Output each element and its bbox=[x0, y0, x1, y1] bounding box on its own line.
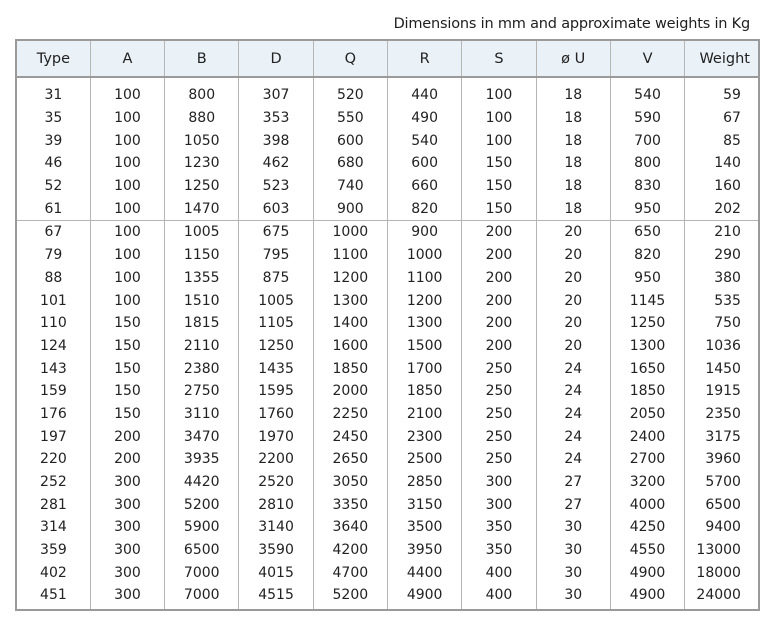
cell-r: 2850 bbox=[387, 471, 461, 494]
cell-s: 150 bbox=[462, 197, 536, 220]
table-body bbox=[16, 77, 759, 610]
cell-r: 3500 bbox=[387, 516, 461, 539]
cell-s: 250 bbox=[462, 448, 536, 471]
cell-a: 300 bbox=[90, 584, 164, 610]
cell-s: 250 bbox=[462, 403, 536, 426]
cell-d: 523 bbox=[239, 175, 313, 198]
cell-type: 176 bbox=[40, 405, 67, 422]
cell-weight: 210 bbox=[685, 221, 759, 244]
cell-b: 3935 bbox=[165, 448, 239, 471]
cell-d: 4515 bbox=[239, 584, 313, 610]
cell-s: 150 bbox=[462, 152, 536, 175]
cell-v: 4250 bbox=[610, 516, 684, 539]
cell-type: 359 bbox=[40, 542, 67, 559]
cell-d: 1250 bbox=[239, 335, 313, 358]
cell-d: 4015 bbox=[239, 561, 313, 584]
cell-type: 61 bbox=[44, 200, 63, 217]
cell-a: 150 bbox=[90, 335, 164, 358]
cell-r: 820 bbox=[387, 197, 461, 220]
cell-a: 100 bbox=[90, 221, 164, 244]
cell-weight: 85 bbox=[685, 129, 759, 152]
cell-u: 18 bbox=[536, 152, 610, 175]
cell-b: 1050 bbox=[165, 129, 239, 152]
cell-weight: 290 bbox=[685, 244, 759, 267]
cell-type: 159 bbox=[40, 383, 67, 400]
cell-q: 3050 bbox=[313, 471, 387, 494]
cell-type: 252 bbox=[40, 474, 67, 491]
header-d: D bbox=[239, 40, 313, 77]
cell-d: 1970 bbox=[239, 425, 313, 448]
cell-d: 307 bbox=[239, 84, 313, 107]
cell-v: 3200 bbox=[610, 471, 684, 494]
cell-type: 39 bbox=[44, 132, 63, 149]
cell-d: 462 bbox=[239, 152, 313, 175]
cell-r: 1850 bbox=[387, 380, 461, 403]
cell-type: 110 bbox=[40, 315, 67, 332]
cell-a: 150 bbox=[90, 357, 164, 380]
cell-q: 1400 bbox=[313, 312, 387, 335]
spacer-cell bbox=[165, 77, 239, 84]
cell-a: 100 bbox=[90, 289, 164, 312]
table-row bbox=[16, 584, 759, 610]
cell-a: 100 bbox=[90, 84, 164, 107]
cell-d: 3140 bbox=[239, 516, 313, 539]
cell-q: 600 bbox=[313, 129, 387, 152]
cell-type: 314 bbox=[40, 519, 67, 536]
cell-a: 100 bbox=[90, 152, 164, 175]
header-s: S bbox=[462, 40, 536, 77]
header-u: ø U bbox=[536, 40, 610, 77]
cell-u: 18 bbox=[536, 197, 610, 220]
cell-a: 100 bbox=[90, 267, 164, 290]
cell-d: 875 bbox=[239, 267, 313, 290]
spacer-cell bbox=[16, 77, 90, 84]
cell-v: 4900 bbox=[610, 584, 684, 610]
cell-type: 143 bbox=[40, 360, 67, 377]
cell-u: 27 bbox=[536, 471, 610, 494]
cell-r: 4900 bbox=[387, 584, 461, 610]
cell-a: 300 bbox=[90, 561, 164, 584]
cell-weight: 18000 bbox=[685, 561, 759, 584]
cell-weight: 380 bbox=[685, 267, 759, 290]
cell-b: 1230 bbox=[165, 152, 239, 175]
cell-b: 1150 bbox=[165, 244, 239, 267]
cell-d: 1005 bbox=[239, 289, 313, 312]
cell-s: 200 bbox=[462, 267, 536, 290]
cell-weight: 3960 bbox=[685, 448, 759, 471]
table-row bbox=[16, 425, 759, 448]
cell-b: 4420 bbox=[165, 471, 239, 494]
cell-q: 1000 bbox=[313, 221, 387, 244]
cell-r: 440 bbox=[387, 84, 461, 107]
cell-a: 150 bbox=[90, 403, 164, 426]
cell-s: 350 bbox=[462, 516, 536, 539]
cell-q: 1200 bbox=[313, 267, 387, 290]
cell-type: 220 bbox=[40, 451, 67, 468]
cell-d: 2520 bbox=[239, 471, 313, 494]
cell-a: 300 bbox=[90, 539, 164, 562]
cell-s: 100 bbox=[462, 107, 536, 130]
cell-d: 353 bbox=[239, 107, 313, 130]
cell-v: 800 bbox=[610, 152, 684, 175]
cell-q: 1600 bbox=[313, 335, 387, 358]
cell-type: 31 bbox=[44, 87, 63, 104]
cell-q: 3640 bbox=[313, 516, 387, 539]
table-row bbox=[16, 267, 759, 290]
cell-b: 2380 bbox=[165, 357, 239, 380]
cell-v: 830 bbox=[610, 175, 684, 198]
cell-a: 100 bbox=[90, 107, 164, 130]
table-row bbox=[16, 493, 759, 516]
cell-s: 400 bbox=[462, 561, 536, 584]
cell-b: 1815 bbox=[165, 312, 239, 335]
spacer-cell bbox=[313, 77, 387, 84]
cell-s: 400 bbox=[462, 584, 536, 610]
cell-u: 30 bbox=[536, 539, 610, 562]
cell-s: 250 bbox=[462, 380, 536, 403]
spacer-cell bbox=[387, 77, 461, 84]
header-q: Q bbox=[313, 40, 387, 77]
cell-q: 3350 bbox=[313, 493, 387, 516]
cell-r: 600 bbox=[387, 152, 461, 175]
cell-r: 2300 bbox=[387, 425, 461, 448]
spacer-cell bbox=[610, 77, 684, 84]
cell-weight: 160 bbox=[685, 175, 759, 198]
header-b: B bbox=[165, 40, 239, 77]
cell-q: 740 bbox=[313, 175, 387, 198]
cell-type: 67 bbox=[16, 221, 90, 244]
table-row bbox=[16, 84, 759, 107]
header-v: V bbox=[610, 40, 684, 77]
cell-v: 820 bbox=[610, 244, 684, 267]
cell-b: 800 bbox=[165, 84, 239, 107]
cell-v: 950 bbox=[610, 197, 684, 220]
cell-v: 650 bbox=[610, 221, 684, 244]
cell-r: 660 bbox=[387, 175, 461, 198]
cell-r: 3150 bbox=[387, 493, 461, 516]
table-row bbox=[16, 221, 759, 244]
cell-q: 5200 bbox=[313, 584, 387, 610]
cell-v: 1850 bbox=[610, 380, 684, 403]
cell-q: 2650 bbox=[313, 448, 387, 471]
cell-b: 1005 bbox=[165, 221, 239, 244]
cell-type: 35 bbox=[44, 110, 63, 127]
cell-a: 300 bbox=[90, 471, 164, 494]
cell-b: 5900 bbox=[165, 516, 239, 539]
cell-v: 1145 bbox=[610, 289, 684, 312]
cell-type: 52 bbox=[44, 178, 63, 195]
cell-v: 1300 bbox=[610, 335, 684, 358]
cell-d: 2810 bbox=[239, 493, 313, 516]
cell-a: 100 bbox=[90, 175, 164, 198]
cell-b: 3110 bbox=[165, 403, 239, 426]
cell-a: 100 bbox=[90, 197, 164, 220]
table-row bbox=[16, 403, 759, 426]
table-row bbox=[16, 448, 759, 471]
table-caption: Dimensions in mm and approximate weights in Kg bbox=[393, 16, 750, 32]
table-row bbox=[16, 197, 759, 220]
cell-q: 1850 bbox=[313, 357, 387, 380]
cell-a: 100 bbox=[90, 129, 164, 152]
cell-a: 150 bbox=[90, 312, 164, 335]
cell-d: 1595 bbox=[239, 380, 313, 403]
spacer-cell bbox=[536, 77, 610, 84]
cell-q: 1100 bbox=[313, 244, 387, 267]
cell-s: 100 bbox=[462, 129, 536, 152]
table-row bbox=[16, 289, 759, 312]
cell-s: 300 bbox=[462, 493, 536, 516]
cell-s: 300 bbox=[462, 471, 536, 494]
cell-weight: 13000 bbox=[685, 539, 759, 562]
cell-weight: 24000 bbox=[685, 584, 759, 610]
cell-v: 950 bbox=[610, 267, 684, 290]
cell-r: 1100 bbox=[387, 267, 461, 290]
cell-q: 2450 bbox=[313, 425, 387, 448]
cell-d: 398 bbox=[239, 129, 313, 152]
spacer-cell bbox=[239, 77, 313, 84]
table-row bbox=[16, 175, 759, 198]
dimensions-table bbox=[15, 39, 760, 611]
cell-b: 880 bbox=[165, 107, 239, 130]
cell-u: 20 bbox=[536, 244, 610, 267]
cell-d: 3590 bbox=[239, 539, 313, 562]
table-row bbox=[16, 561, 759, 584]
spacer-row bbox=[16, 77, 759, 84]
cell-type: 124 bbox=[40, 337, 67, 354]
header-r: R bbox=[387, 40, 461, 77]
cell-u: 24 bbox=[536, 403, 610, 426]
cell-u: 18 bbox=[536, 107, 610, 130]
table-row bbox=[16, 357, 759, 380]
cell-weight: 9400 bbox=[685, 516, 759, 539]
cell-r: 4400 bbox=[387, 561, 461, 584]
cell-b: 1250 bbox=[165, 175, 239, 198]
cell-r: 490 bbox=[387, 107, 461, 130]
cell-type: 197 bbox=[40, 428, 67, 445]
cell-type: 451 bbox=[40, 587, 67, 604]
table-row bbox=[16, 516, 759, 539]
cell-b: 7000 bbox=[165, 561, 239, 584]
cell-q: 2000 bbox=[313, 380, 387, 403]
cell-r: 540 bbox=[387, 129, 461, 152]
cell-u: 30 bbox=[536, 584, 610, 610]
cell-u: 18 bbox=[536, 175, 610, 198]
cell-r: 1000 bbox=[387, 244, 461, 267]
cell-d: 675 bbox=[239, 221, 313, 244]
cell-q: 1300 bbox=[313, 289, 387, 312]
cell-v: 4550 bbox=[610, 539, 684, 562]
cell-u: 20 bbox=[536, 267, 610, 290]
cell-weight: 3175 bbox=[685, 425, 759, 448]
cell-s: 200 bbox=[462, 289, 536, 312]
cell-type: 281 bbox=[40, 496, 67, 513]
cell-weight: 535 bbox=[685, 289, 759, 312]
cell-u: 30 bbox=[536, 516, 610, 539]
cell-r: 1200 bbox=[387, 289, 461, 312]
cell-s: 200 bbox=[462, 335, 536, 358]
cell-s: 200 bbox=[462, 312, 536, 335]
table-row bbox=[16, 244, 759, 267]
table-row bbox=[16, 539, 759, 562]
cell-type: 101 bbox=[40, 292, 67, 309]
cell-u: 20 bbox=[536, 289, 610, 312]
cell-u: 30 bbox=[536, 561, 610, 584]
cell-s: 100 bbox=[462, 84, 536, 107]
cell-u: 27 bbox=[536, 493, 610, 516]
cell-b: 2750 bbox=[165, 380, 239, 403]
cell-r: 1700 bbox=[387, 357, 461, 380]
cell-a: 300 bbox=[90, 516, 164, 539]
table-row bbox=[16, 129, 759, 152]
table-row bbox=[16, 471, 759, 494]
cell-b: 1355 bbox=[165, 267, 239, 290]
cell-a: 100 bbox=[90, 244, 164, 267]
cell-weight: 5700 bbox=[685, 471, 759, 494]
cell-type: 46 bbox=[44, 155, 63, 172]
table-row bbox=[16, 152, 759, 175]
cell-weight: 202 bbox=[685, 197, 759, 220]
cell-q: 550 bbox=[313, 107, 387, 130]
cell-q: 4700 bbox=[313, 561, 387, 584]
cell-u: 18 bbox=[536, 129, 610, 152]
cell-s: 150 bbox=[462, 175, 536, 198]
cell-u: 18 bbox=[536, 84, 610, 107]
cell-weight: 1915 bbox=[685, 380, 759, 403]
cell-a: 150 bbox=[90, 380, 164, 403]
cell-r: 2500 bbox=[387, 448, 461, 471]
cell-v: 2050 bbox=[610, 403, 684, 426]
cell-r: 1300 bbox=[387, 312, 461, 335]
cell-d: 2200 bbox=[239, 448, 313, 471]
cell-q: 4200 bbox=[313, 539, 387, 562]
table-row bbox=[16, 312, 759, 335]
cell-d: 1435 bbox=[239, 357, 313, 380]
cell-q: 680 bbox=[313, 152, 387, 175]
table-row bbox=[16, 107, 759, 130]
header-type: Type bbox=[16, 40, 90, 77]
cell-u: 20 bbox=[536, 221, 610, 244]
cell-v: 2400 bbox=[610, 425, 684, 448]
cell-weight: 2350 bbox=[685, 403, 759, 426]
cell-b: 7000 bbox=[165, 584, 239, 610]
cell-v: 2700 bbox=[610, 448, 684, 471]
cell-v: 590 bbox=[610, 107, 684, 130]
cell-a: 300 bbox=[90, 493, 164, 516]
cell-a: 200 bbox=[90, 448, 164, 471]
cell-v: 1650 bbox=[610, 357, 684, 380]
cell-s: 250 bbox=[462, 425, 536, 448]
cell-u: 20 bbox=[536, 312, 610, 335]
cell-weight: 140 bbox=[685, 152, 759, 175]
cell-b: 3470 bbox=[165, 425, 239, 448]
cell-u: 24 bbox=[536, 357, 610, 380]
cell-q: 2250 bbox=[313, 403, 387, 426]
cell-type: 88 bbox=[44, 269, 63, 286]
cell-v: 700 bbox=[610, 129, 684, 152]
cell-s: 350 bbox=[462, 539, 536, 562]
cell-weight: 6500 bbox=[685, 493, 759, 516]
cell-d: 795 bbox=[239, 244, 313, 267]
cell-type: 79 bbox=[44, 247, 63, 264]
cell-d: 1760 bbox=[239, 403, 313, 426]
cell-weight: 59 bbox=[685, 84, 759, 107]
header-a: A bbox=[90, 40, 164, 77]
table-row bbox=[16, 335, 759, 358]
cell-u: 24 bbox=[536, 448, 610, 471]
cell-d: 603 bbox=[239, 197, 313, 220]
cell-weight: 1036 bbox=[685, 335, 759, 358]
cell-b: 2110 bbox=[165, 335, 239, 358]
cell-u: 24 bbox=[536, 380, 610, 403]
cell-r: 900 bbox=[387, 221, 461, 244]
spacer-cell bbox=[90, 77, 164, 84]
spacer-cell bbox=[462, 77, 536, 84]
header-row bbox=[16, 40, 759, 77]
header-weight: Weight bbox=[685, 40, 759, 77]
cell-q: 900 bbox=[313, 197, 387, 220]
cell-v: 4900 bbox=[610, 561, 684, 584]
cell-weight: 1450 bbox=[685, 357, 759, 380]
cell-s: 250 bbox=[462, 357, 536, 380]
cell-s: 200 bbox=[462, 221, 536, 244]
cell-r: 1500 bbox=[387, 335, 461, 358]
cell-b: 5200 bbox=[165, 493, 239, 516]
cell-s: 200 bbox=[462, 244, 536, 267]
cell-v: 1250 bbox=[610, 312, 684, 335]
cell-weight: 750 bbox=[685, 312, 759, 335]
cell-a: 200 bbox=[90, 425, 164, 448]
cell-r: 3950 bbox=[387, 539, 461, 562]
cell-b: 1510 bbox=[165, 289, 239, 312]
cell-weight: 67 bbox=[685, 107, 759, 130]
cell-v: 540 bbox=[610, 84, 684, 107]
spacer-cell bbox=[685, 77, 759, 84]
cell-b: 1470 bbox=[165, 197, 239, 220]
cell-type: 402 bbox=[40, 564, 67, 581]
cell-r: 2100 bbox=[387, 403, 461, 426]
cell-u: 20 bbox=[536, 335, 610, 358]
cell-b: 6500 bbox=[165, 539, 239, 562]
cell-v: 4000 bbox=[610, 493, 684, 516]
cell-q: 520 bbox=[313, 84, 387, 107]
cell-d: 1105 bbox=[239, 312, 313, 335]
table-row bbox=[16, 380, 759, 403]
cell-u: 24 bbox=[536, 425, 610, 448]
